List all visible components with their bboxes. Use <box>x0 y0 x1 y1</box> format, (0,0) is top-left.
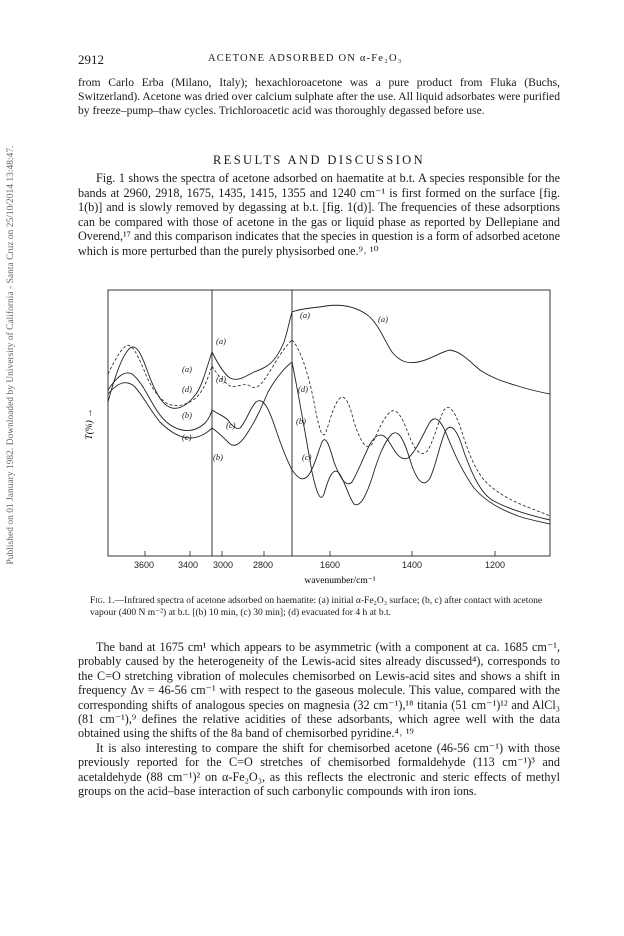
curve-label: (d) <box>182 384 192 394</box>
curve-b-right <box>292 419 550 524</box>
curve-label: (d) <box>216 374 226 384</box>
running-title: ACETONE ADSORBED ON α-Fe₂O₃ <box>208 53 403 64</box>
discussion-section <box>78 640 560 798</box>
curve-b-mid <box>212 401 292 470</box>
figure-caption <box>90 595 560 619</box>
curve-label: (c) <box>182 432 192 442</box>
download-stamp <box>2 100 20 610</box>
caption-text: —Infrared spectra of acetone adsorbed on haematite: (a) initial α-Fe₂O₃ surface; (b, c) after contact with acetone vapour (400 N m⁻²) at b.t. [(b) 10 min, (c) 30 min]; (d) evacuated for 4 h at b.t. <box>90 596 543 618</box>
curve-a-left <box>108 347 212 408</box>
x-axis-ticks <box>145 551 495 556</box>
tick-label: 1200 <box>484 560 506 570</box>
page-number: 2912 <box>78 52 104 67</box>
tick-label: 3000 <box>212 560 234 570</box>
section-heading: RESULTS AND DISCUSSION <box>212 153 426 167</box>
tick-label: 3400 <box>177 560 199 570</box>
curve-label: (a) <box>300 310 310 320</box>
intro-paragraph <box>78 76 560 118</box>
discussion-paragraph-2: It is also interesting to compare the shift for chemisorbed acetone (46-56 cm⁻¹) with those previously reported for the C=O stretches of chemisorbed formaldehyde (113 cm⁻¹)³ and acetaldehyde (88 cm⁻¹)² on α-Fe₂O₃, as this reflects the electronic and steric effects of methyl groups on the acid–base interaction of such carbonylic compounds with iron ions. <box>78 740 560 799</box>
curve-d-left <box>108 345 212 405</box>
curve-label: (a) <box>182 364 192 374</box>
curve-d-right <box>292 340 550 516</box>
curve-label: (b) <box>296 416 306 426</box>
curve-c-left <box>108 383 212 438</box>
curve-label: (b) <box>213 452 223 462</box>
tick-label: 2800 <box>252 560 274 570</box>
curve-label: (d) <box>298 384 308 394</box>
curve-label: (b) <box>182 410 192 420</box>
intro-text: from Carlo Erba (Milano, Italy); hexachloroacetone was a pure product from Fluka (Buchs, Switzerland). Acetone was dried over calcium sulphate after the use. All liquid adsorbates were purified by freeze–pump–thaw cycles. Trichloroacetic acid was thoroughly degassed before use. <box>78 76 560 117</box>
tick-label: 1600 <box>319 560 341 570</box>
tick-label: 3600 <box>133 560 155 570</box>
page-header <box>78 52 568 70</box>
curve-label: (c) <box>302 452 312 462</box>
y-axis-label: T(%) → <box>85 408 95 440</box>
discussion-paragraph-1: The band at 1675 cm¹ which appears to be asymmetric (with a component at ca. 1685 cm⁻¹, probably caused by the heterogeneity of the Lewis-acid sites already discussed⁴), corresponds to the C=O stretching vibration of molecules chemisorbed on Lewis-acid sites and shows a shift in frequency Δν = 46-56 cm⁻¹ with respect to the gaseous molecule. This value, compared with the corresponding shifts of analogous species on magnesia (32 cm⁻¹),¹⁸ titania (51 cm⁻¹)¹² and AlCl₃ (81 cm⁻¹),⁹ defines the relative acidities of these adsorbants, which agree well with the data obtained using the shifts of the 8a band of chemisorbed pyridine.⁴˒ ¹⁹ <box>78 640 560 741</box>
curve-a-right <box>292 305 550 394</box>
plot-frame <box>108 290 550 556</box>
tick-label: 1400 <box>401 560 423 570</box>
results-text: Fig. 1 shows the spectra of acetone adsorbed on haematite at b.t. A species responsible for the bands at 2960, 2918, 1675, 1435, 1415, 1355 and 1240 cm⁻¹ is first formed on the surface [fig. 1(b)] and is slowly removed by degassing at b.t. [fig. 1(d)]. The frequencies of these adsorptions can be compared with those of acetone in the gas or liquid phase as reported by Dellepiane and Overend,¹⁷ and this comparison indicates that the species in question is a form of adsorbed acetone which is more perturbed than the purely physisorbed one.⁹˒ ¹⁰ <box>78 171 560 258</box>
curve-label: (a) <box>378 314 388 324</box>
caption-label: Fig. 1. <box>90 596 115 606</box>
ir-spectra-figure <box>78 282 558 594</box>
curve-label: (c) <box>226 420 236 430</box>
curve-c-right <box>292 362 550 520</box>
curve-label: (a) <box>216 336 226 346</box>
results-paragraph <box>78 171 560 258</box>
download-stamp-text: Published on 01 January 1982. Downloaded by University of California - Santa Cruz on 25/10/2014 13:48:47. <box>6 145 16 565</box>
x-axis-label: wavenumber/cm⁻¹ <box>304 576 376 586</box>
